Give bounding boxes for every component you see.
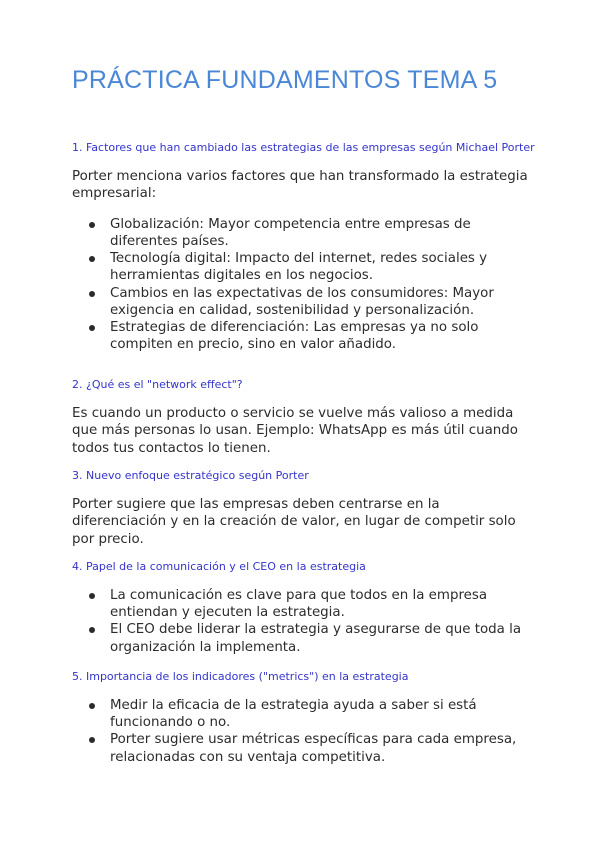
section-1-heading: 1. Factores que han cambiado las estrategias de las empresas según Michael Porter [72, 141, 535, 154]
bullet-icon [89, 593, 95, 599]
section-5-list [72, 697, 537, 766]
document-title: PRÁCTICA FUNDAMENTOS TEMA 5 [72, 66, 498, 94]
section-1-intro: Porter menciona varios factores que han transformado la estrategia empresarial: [72, 169, 528, 202]
list-item [72, 250, 537, 284]
list-item [72, 285, 537, 319]
list-item [72, 319, 537, 353]
section-3 [72, 468, 537, 548]
section-2 [72, 377, 537, 457]
section-3-heading: 3. Nuevo enfoque estratégico según Porter [72, 469, 309, 482]
list-item-text: Porter sugiere usar métricas específicas para cada empresa, relacionadas con su ventaja competitiva. [110, 732, 517, 765]
section-5-heading: 5. Importancia de los indicadores ("metrics") en la estrategia [72, 670, 409, 683]
bullet-icon [89, 325, 95, 331]
section-2-paragraph: Es cuando un producto o servicio se vuelve más valioso a medida que más personas lo usan. Ejemplo: WhatsApp es más útil cuando todos tus contactos lo tienen. [72, 406, 518, 456]
bullet-icon [89, 256, 95, 262]
bullet-icon [89, 737, 95, 743]
section-2-heading: 2. ¿Qué es el "network effect"? [72, 378, 243, 391]
bullet-icon [89, 703, 95, 709]
list-item-text: La comunicación es clave para que todos en la empresa entiendan y ejecuten la estrategia. [110, 588, 488, 621]
list-item [72, 587, 537, 621]
list-item-text: Medir la eficacia de la estrategia ayuda a saber si está funcionando o no. [110, 698, 477, 731]
list-item [72, 731, 537, 765]
list-item [72, 697, 537, 731]
list-item-text: Globalización: Mayor competencia entre empresas de diferentes países. [110, 216, 471, 250]
list-item-text: Estrategias de diferenciación: Las empresas ya no solo compiten en precio, sino en valor añadido. [110, 320, 479, 353]
section-3-paragraph: Porter sugiere que las empresas deben centrarse en la diferenciación y en la creación de valor, en lugar de competir solo por precio. [72, 497, 516, 547]
section-4-heading: 4. Papel de la comunicación y el CEO en la estrategia [72, 560, 366, 573]
bullet-icon [89, 222, 95, 228]
section-4 [72, 559, 537, 656]
list-item [72, 621, 537, 655]
list-item-text: El CEO debe liderar la estrategia y asegurarse de que toda la organización la implementa. [110, 622, 522, 655]
section-1 [72, 140, 537, 353]
bullet-icon [89, 627, 95, 633]
list-item-text: Cambios en las expectativas de los consumidores: Mayor exigencia en calidad, sostenibilidad y personalización. [110, 285, 494, 318]
section-4-list [72, 587, 537, 656]
section-5 [72, 669, 537, 766]
list-item-text: Tecnología digital: Impacto del internet, redes sociales y herramientas digitales en los negocios. [110, 251, 488, 284]
list-item [72, 216, 537, 250]
bullet-icon [89, 291, 95, 297]
section-1-list [72, 216, 537, 354]
